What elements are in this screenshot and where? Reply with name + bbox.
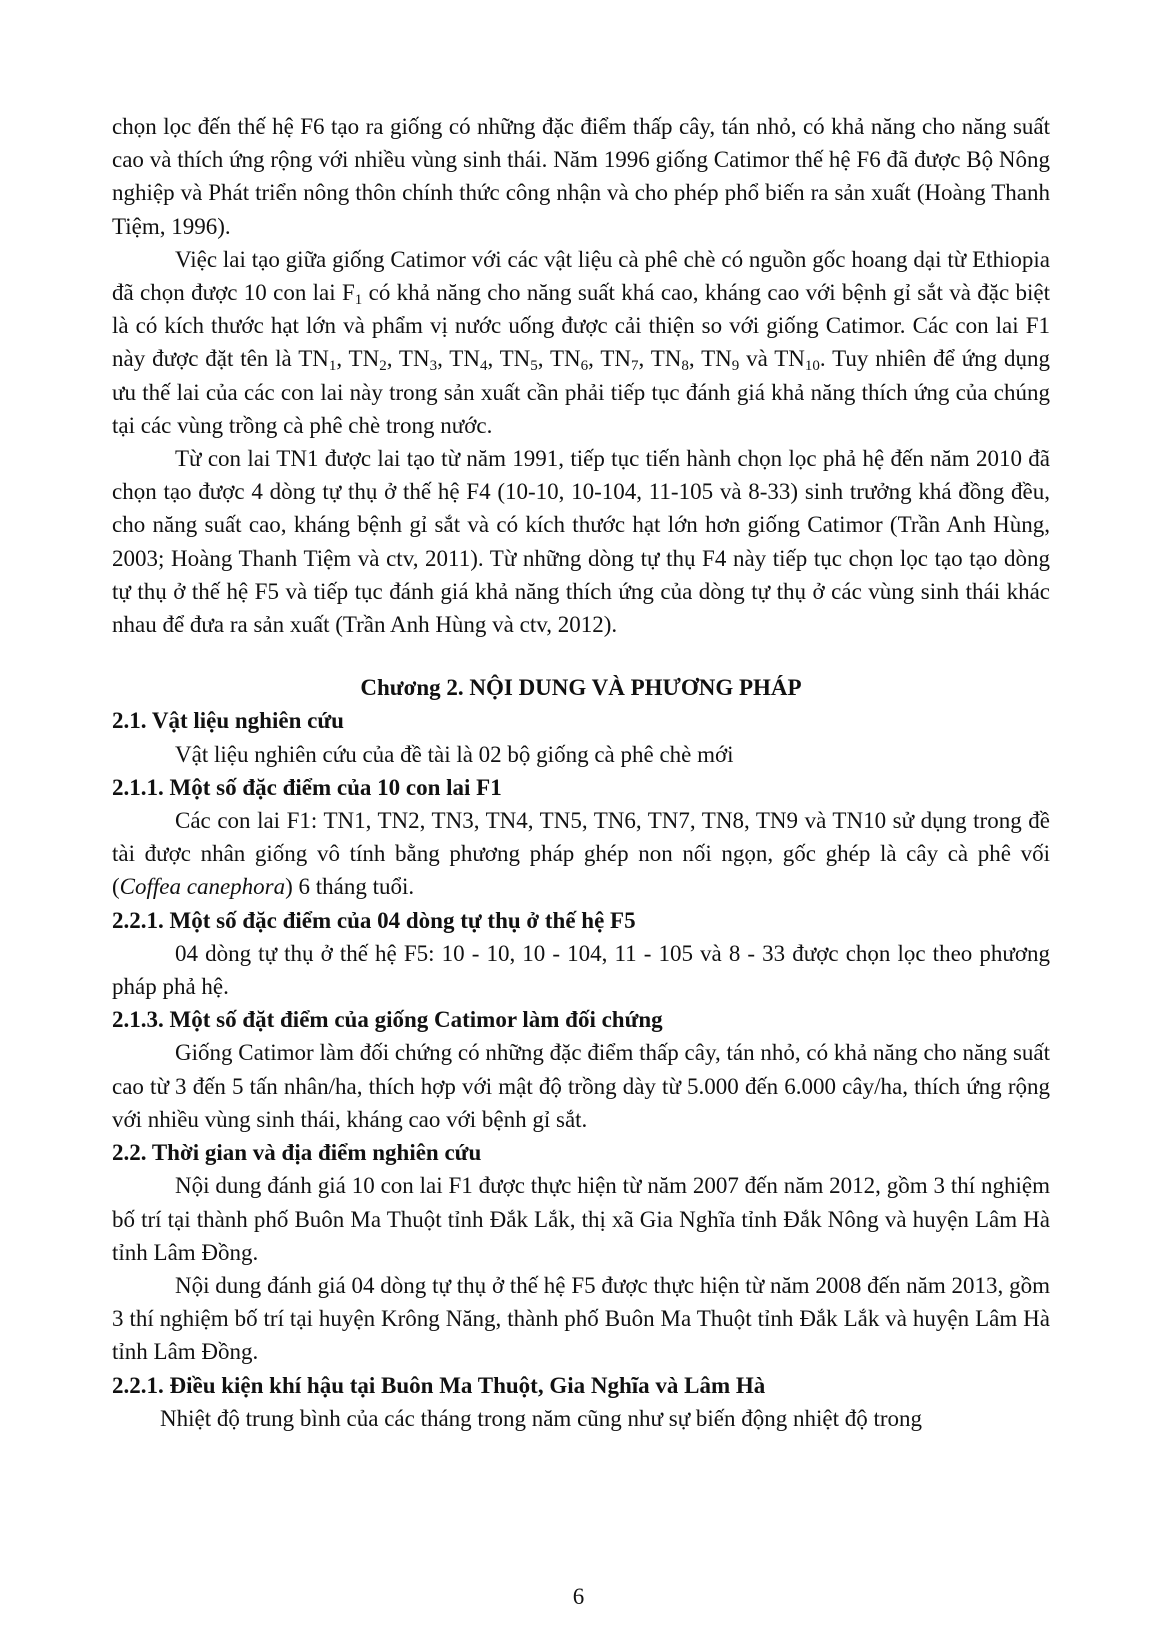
text-run: ) 6 tháng tuổi. — [285, 874, 415, 900]
subscript: 10 — [804, 358, 820, 375]
section-heading — [112, 704, 1050, 737]
paragraph — [112, 804, 1050, 904]
text-run: và TN — [739, 346, 805, 372]
text-run: 2.1.3. Một số đặt điểm của giống Catimor làm đối chứng — [112, 1007, 663, 1033]
subscript: 4 — [479, 358, 488, 375]
text-run: Các con lai F1: TN1, TN2, TN3, TN4, TN5, TN6, TN7, TN8, TN9 và TN10 sử dụng trong đề tài được nhân giống vô tính bằng phương pháp ghép non nối ngọn, gốc ghép là cây cà phê vối ( — [112, 808, 1050, 900]
paragraph — [112, 110, 1050, 243]
subscript: 7 — [631, 358, 639, 375]
text-run: Giống Catimor làm đối chứng có những đặc điểm thấp cây, tán nhỏ, có khả năng cho năng suất cao từ 3 đến 5 tấn nhân/ha, thích hợp với mật độ trồng dày từ 5.000 đến 6.000 cây/ha, thích ứng rộng với nhiều vùng sinh thái, kháng cao với bệnh gỉ sắt. — [112, 1040, 1050, 1132]
subscript: 1 — [328, 358, 337, 375]
text-run: , TN — [688, 346, 732, 372]
text-run: , TN — [336, 346, 380, 372]
section-heading — [112, 1369, 1050, 1402]
text-run: , TN — [638, 346, 682, 372]
paragraph — [112, 1269, 1050, 1369]
text-run: Từ con lai TN1 được lai tạo từ năm 1991, tiếp tục tiến hành chọn lọc phả hệ đến năm 2010 đã chọn tạo được 4 dòng tự thụ ở thế hệ F4 (10-10, 10-104, 11-105 và 8-33) sinh trưởng khá đồng đều, cho năng suất cao, kháng bệnh gỉ sắt và có kích thước hạt lớn hơn giống Catimor (Trần Anh Hùng, 2003; Hoàng Thanh Tiệm và ctv, 2011). Từ những dòng tự thụ F4 này tiếp tục chọn lọc tạo tạo dòng tự thụ ở thế hệ F5 và tiếp tục đánh giá khả năng thích ứng của dòng tự thụ ở các vùng sinh thái khác nhau để đưa ra sản xuất (Trần Anh Hùng và ctv, 2012). — [112, 446, 1050, 638]
paragraph — [112, 243, 1050, 442]
subscript: 9 — [731, 358, 740, 375]
text-run: . Tuy nhiên để ứng dụng ưu thế lai của các con lai này trong sản xuất cần phải tiếp tục đánh giá khả năng thích ứng của chúng tại các vùng trồng cà phê chè trong nước. — [112, 346, 1051, 438]
text-run: 2.1. Vật liệu nghiên cứu — [112, 708, 344, 734]
text-run: , TN — [588, 346, 632, 372]
subscript: 3 — [429, 358, 438, 375]
subscript: 8 — [681, 358, 689, 375]
text-run: Nội dung đánh giá 04 dòng tự thụ ở thế hệ F5 được thực hiện từ năm 2008 đến năm 2013, gồm 3 thí nghiệm bố trí tại huyện Krông Năng, thành phố Buôn Ma Thuột tỉnh Đắk Lắk và huyện Lâm Hà tỉnh Lâm Đồng. — [112, 1272, 1050, 1365]
text-run: , TN — [537, 346, 581, 372]
text-run: Việc lai tạo giữa giống Catimor với các vật liệu cà phê chè có nguồn gốc hoang dại từ Ethiopia đã chọn được 10 con lai F — [112, 246, 1050, 306]
paragraph — [112, 738, 1050, 771]
paragraph — [112, 442, 1050, 641]
text-run: 04 dòng tự thụ ở thế hệ F5: 10 - 10, 10 - 104, 11 - 105 và 8 - 33 được chọn lọc theo phương pháp phả hệ. — [112, 940, 1050, 1000]
text-run: có khả năng cho năng suất khá cao, kháng cao với bệnh gỉ sắt và đặc biệt là có kích thước hạt lớn và phẩm vị nước uống được cải thiện so với giống Catimor. Các con lai F1 này được đặt tên là TN — [112, 280, 1050, 372]
section-heading — [112, 771, 1050, 804]
text-run: 2.2.1. Một số đặc điểm của 04 dòng tự thụ ở thế hệ F5 — [112, 907, 636, 933]
text-run: chọn lọc đến thế hệ F6 tạo ra giống có những đặc điểm thấp cây, tán nhỏ, có khả năng cho năng suất cao và thích ứng rộng với nhiều vùng sinh thái. Năm 1996 giống Catimor thế hệ F6 đã được Bộ Nông nghiệp và Phát triển nông thôn chính thức công nhận và cho phép phổ biến ra sản xuất (Hoàng Thanh Tiệm, 1996). — [112, 114, 1050, 239]
document-body — [112, 110, 1050, 1435]
paragraph — [112, 1402, 1050, 1435]
text-run: , TN — [386, 346, 430, 372]
text-run: 2.2.1. Điều kiện khí hậu tại Buôn Ma Thuột, Gia Nghĩa và Lâm Hà — [112, 1372, 766, 1398]
page-number: 6 — [572, 1584, 585, 1609]
subscript: 1 — [354, 292, 363, 309]
paragraph — [112, 937, 1050, 1003]
text-run: , TN — [487, 346, 531, 372]
section-heading — [112, 1136, 1050, 1169]
subscript: 6 — [580, 358, 589, 375]
section-heading — [112, 1003, 1050, 1036]
paragraph — [112, 1169, 1050, 1269]
chapter-title — [112, 671, 1050, 704]
text-run: Chương 2. NỘI DUNG VÀ PHƯƠNG PHÁP — [360, 675, 802, 701]
italic-text: Coffea canephora — [119, 874, 286, 900]
text-run: Nội dung đánh giá 10 con lai F1 được thực hiện từ năm 2007 đến năm 2012, gồm 3 thí nghiệm bố trí tại thành phố Buôn Ma Thuột tỉnh Đắk Lắk, thị xã Gia Nghĩa tỉnh Đắk Nông và huyện Lâm Hà tỉnh Lâm Đồng. — [112, 1173, 1050, 1265]
section-heading — [112, 904, 1050, 937]
text-run: Nhiệt độ trung bình của các tháng trong năm cũng như sự biến động nhiệt độ trong — [160, 1405, 923, 1431]
subscript: 5 — [530, 358, 538, 375]
text-run: 2.2. Thời gian và địa điểm nghiên cứu — [112, 1140, 482, 1166]
paragraph — [112, 1036, 1050, 1136]
text-run: 2.1.1. Một số đặc điểm của 10 con lai F1 — [112, 774, 502, 800]
text-run: Vật liệu nghiên cứu của đề tài là 02 bộ giống cà phê chè mới — [175, 741, 734, 767]
text-run: , TN — [437, 346, 480, 372]
subscript: 2 — [379, 358, 387, 375]
